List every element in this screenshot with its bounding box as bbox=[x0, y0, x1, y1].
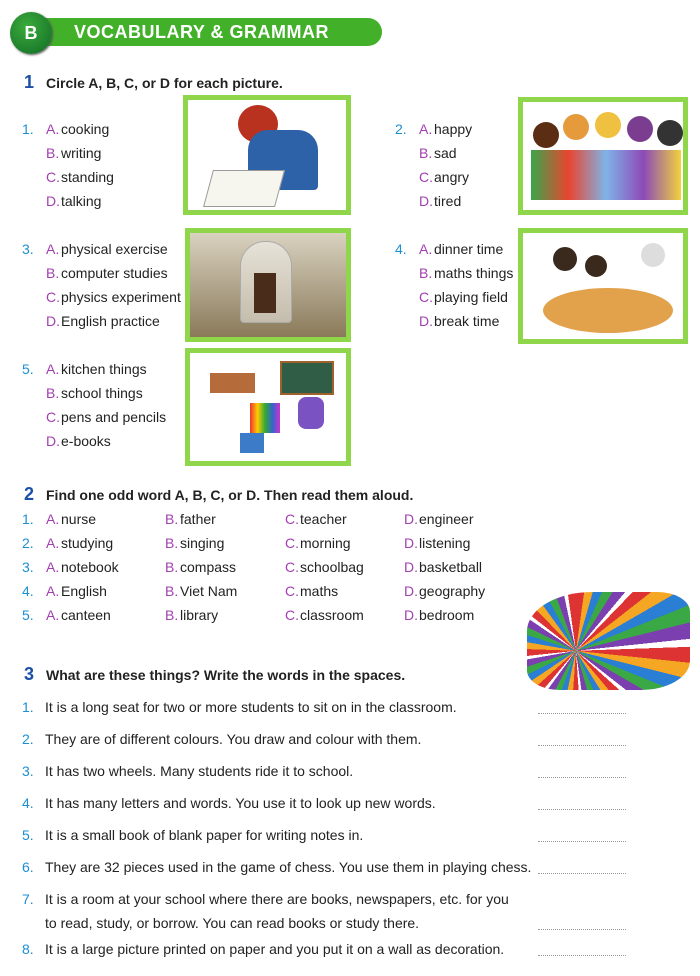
banner-title: VOCABULARY & GRAMMAR bbox=[74, 22, 329, 42]
question-text: It is a small book of blank paper for writing notes in. bbox=[45, 827, 364, 843]
question-number: 3. bbox=[22, 763, 34, 779]
option-letter[interactable]: D. bbox=[46, 313, 60, 329]
option-text[interactable]: schoolbag bbox=[300, 559, 364, 575]
section-badge: B bbox=[10, 12, 52, 54]
option-letter[interactable]: A. bbox=[46, 241, 60, 257]
option-letter[interactable]: D. bbox=[404, 583, 418, 599]
question-number: 8. bbox=[22, 941, 34, 957]
option-text[interactable]: English bbox=[61, 583, 107, 599]
option-letter[interactable]: D. bbox=[419, 193, 433, 209]
question-text: to read, study, or borrow. You can read books or study there. bbox=[45, 915, 420, 931]
option-letter[interactable]: A. bbox=[419, 241, 433, 257]
option-letter[interactable]: D. bbox=[404, 559, 418, 575]
option-text[interactable]: playing field bbox=[434, 289, 508, 305]
exercise-3-title: What are these things? Write the words in the spaces. bbox=[46, 667, 406, 683]
question-number: 3. bbox=[22, 241, 34, 257]
question-number: 2. bbox=[22, 731, 34, 747]
option-letter[interactable]: B. bbox=[165, 511, 179, 527]
option-letter[interactable]: D. bbox=[46, 433, 60, 449]
option-text[interactable]: tired bbox=[434, 193, 462, 209]
answer-blank[interactable] bbox=[538, 713, 626, 714]
question-number: 2. bbox=[22, 535, 34, 551]
exercise-1-number: 1 bbox=[24, 72, 35, 92]
picture-family-dinner bbox=[518, 228, 688, 344]
question-number: 1. bbox=[22, 121, 34, 137]
option-text[interactable]: sad bbox=[434, 145, 457, 161]
option-text[interactable]: notebook bbox=[61, 559, 119, 575]
question-text: It is a large picture printed on paper and you put it on a wall as decoration. bbox=[45, 941, 505, 957]
option-letter[interactable]: A. bbox=[419, 121, 433, 137]
option-text[interactable]: canteen bbox=[61, 607, 111, 623]
option-text[interactable]: listening bbox=[419, 535, 471, 551]
option-text[interactable]: father bbox=[180, 511, 216, 527]
question-number: 5. bbox=[22, 607, 34, 623]
option-text[interactable]: physical exercise bbox=[61, 241, 168, 257]
option-letter[interactable]: C. bbox=[285, 607, 299, 623]
option-letter[interactable]: D. bbox=[404, 511, 418, 527]
option-letter[interactable]: A. bbox=[46, 607, 60, 623]
option-text[interactable]: break time bbox=[434, 313, 500, 329]
exercise-2-title: Find one odd word A, B, C, or D. Then read them aloud. bbox=[46, 487, 414, 503]
option-text[interactable]: teacher bbox=[300, 511, 347, 527]
exercise-2-number: 2 bbox=[24, 484, 35, 504]
option-letter[interactable]: D. bbox=[404, 607, 418, 623]
option-text[interactable]: cooking bbox=[61, 121, 110, 137]
option-text[interactable]: maths bbox=[300, 583, 339, 599]
option-letter[interactable]: A. bbox=[46, 559, 60, 575]
option-text[interactable]: dinner time bbox=[434, 241, 504, 257]
option-letter[interactable]: B. bbox=[165, 535, 179, 551]
option-letter[interactable]: C. bbox=[419, 289, 433, 305]
option-letter[interactable]: B. bbox=[165, 559, 179, 575]
question-text: It is a room at your school where there are books, newspapers, etc. for you bbox=[45, 891, 509, 907]
answer-blank[interactable] bbox=[538, 955, 626, 956]
option-text[interactable]: e-books bbox=[61, 433, 111, 449]
option-text[interactable]: library bbox=[180, 607, 219, 623]
question-number: 4. bbox=[22, 795, 34, 811]
option-text[interactable]: physics experiment bbox=[61, 289, 181, 305]
question-number: 4. bbox=[22, 583, 34, 599]
option-letter[interactable]: D. bbox=[404, 535, 418, 551]
option-letter[interactable]: B. bbox=[46, 265, 60, 281]
option-text[interactable]: writing bbox=[61, 145, 102, 161]
answer-blank[interactable] bbox=[538, 745, 626, 746]
question-text: They are 32 pieces used in the game of chess. You use them in playing chess. bbox=[45, 859, 532, 875]
option-letter[interactable]: B. bbox=[419, 265, 433, 281]
question-number: 4. bbox=[395, 241, 407, 257]
option-letter[interactable]: A. bbox=[46, 511, 60, 527]
answer-blank[interactable] bbox=[538, 777, 626, 778]
option-letter[interactable]: C. bbox=[285, 535, 299, 551]
option-letter[interactable]: A. bbox=[46, 535, 60, 551]
option-text[interactable]: compass bbox=[180, 559, 237, 575]
picture-boy-writing bbox=[183, 95, 351, 215]
option-text[interactable]: Viet Nam bbox=[180, 583, 238, 599]
option-text[interactable]: computer studies bbox=[61, 265, 168, 281]
option-text[interactable]: standing bbox=[61, 169, 114, 185]
option-text[interactable]: morning bbox=[300, 535, 351, 551]
option-letter[interactable]: D. bbox=[46, 193, 60, 209]
option-letter[interactable]: B. bbox=[46, 385, 60, 401]
option-letter[interactable]: C. bbox=[285, 583, 299, 599]
option-text[interactable]: classroom bbox=[300, 607, 364, 623]
option-text[interactable]: kitchen things bbox=[61, 361, 147, 377]
question-number: 2. bbox=[395, 121, 407, 137]
option-text[interactable]: singing bbox=[180, 535, 225, 551]
option-letter[interactable]: B. bbox=[46, 145, 60, 161]
question-text: They are of different colours. You draw and colour with them. bbox=[45, 731, 422, 747]
option-text[interactable]: basketball bbox=[419, 559, 483, 575]
answer-blank[interactable] bbox=[538, 809, 626, 810]
option-letter[interactable]: B. bbox=[419, 145, 433, 161]
question-text: It has many letters and words. You use it to look up new words. bbox=[45, 795, 436, 811]
picture-coloured-pencils bbox=[527, 592, 690, 690]
option-text[interactable]: talking bbox=[61, 193, 102, 209]
option-letter[interactable]: A. bbox=[46, 583, 60, 599]
option-text[interactable]: angry bbox=[434, 169, 470, 185]
answer-blank[interactable] bbox=[538, 841, 626, 842]
option-letter[interactable]: A. bbox=[46, 121, 60, 137]
question-number: 5. bbox=[22, 827, 34, 843]
option-letter[interactable]: A. bbox=[46, 361, 60, 377]
exercise-3-number: 3 bbox=[24, 664, 35, 684]
question-text: It has two wheels. Many students ride it to school. bbox=[45, 763, 354, 779]
section-banner bbox=[30, 18, 382, 46]
option-letter[interactable]: B. bbox=[165, 583, 179, 599]
question-number: 5. bbox=[22, 361, 34, 377]
option-text[interactable]: geography bbox=[419, 583, 486, 599]
option-letter[interactable]: C. bbox=[46, 169, 60, 185]
option-text[interactable]: studying bbox=[61, 535, 114, 551]
answer-blank[interactable] bbox=[538, 873, 626, 874]
option-text[interactable]: bedroom bbox=[419, 607, 475, 623]
answer-blank[interactable] bbox=[538, 929, 626, 930]
picture-physics-experiment bbox=[185, 228, 351, 342]
option-text[interactable]: happy bbox=[434, 121, 473, 137]
question-number: 7. bbox=[22, 891, 34, 907]
option-letter[interactable]: C. bbox=[419, 169, 433, 185]
question-text: It is a long seat for two or more students to sit on in the classroom. bbox=[45, 699, 457, 715]
picture-school-things bbox=[185, 348, 351, 466]
picture-happy-children bbox=[518, 97, 688, 215]
option-letter[interactable]: C. bbox=[46, 409, 60, 425]
option-letter[interactable]: D. bbox=[419, 313, 433, 329]
option-letter[interactable]: B. bbox=[165, 607, 179, 623]
option-letter[interactable]: C. bbox=[46, 289, 60, 305]
option-text[interactable]: school things bbox=[61, 385, 143, 401]
option-text[interactable]: engineer bbox=[419, 511, 474, 527]
option-letter[interactable]: C. bbox=[285, 559, 299, 575]
question-number: 1. bbox=[22, 511, 34, 527]
question-number: 6. bbox=[22, 859, 34, 875]
option-text[interactable]: pens and pencils bbox=[61, 409, 167, 425]
option-letter[interactable]: C. bbox=[285, 511, 299, 527]
option-text[interactable]: maths things bbox=[434, 265, 514, 281]
exercise-1-title: Circle A, B, C, or D for each picture. bbox=[46, 75, 283, 91]
option-text[interactable]: English practice bbox=[61, 313, 160, 329]
option-text[interactable]: nurse bbox=[61, 511, 97, 527]
question-number: 1. bbox=[22, 699, 34, 715]
question-number: 3. bbox=[22, 559, 34, 575]
